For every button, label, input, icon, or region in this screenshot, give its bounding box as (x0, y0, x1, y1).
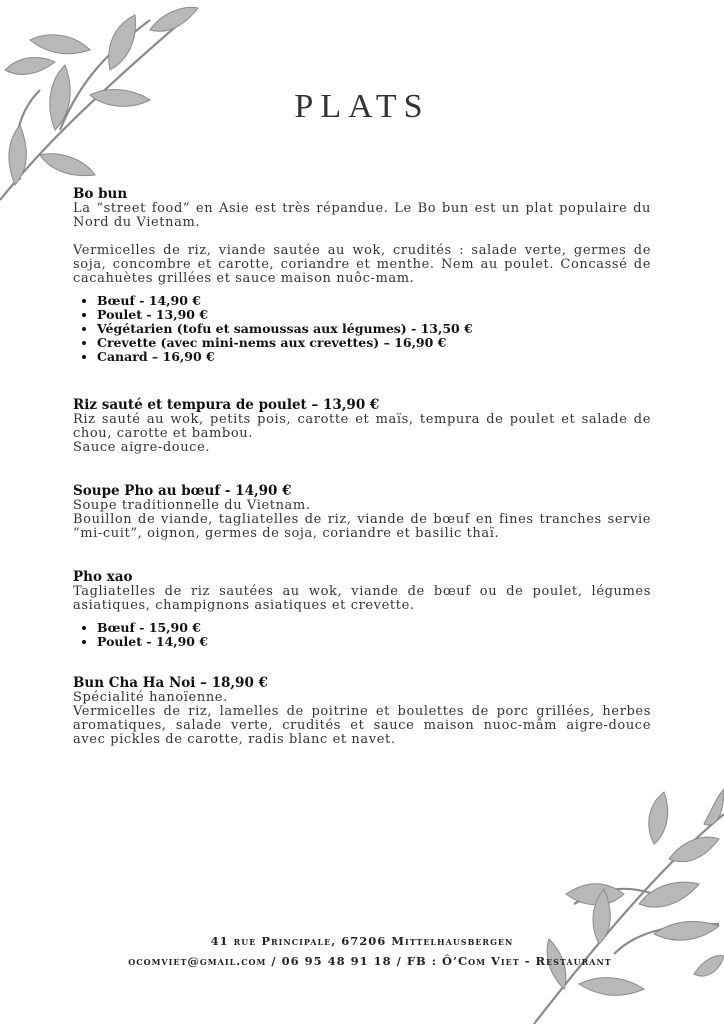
menu-list (73, 187, 651, 768)
dish-description: Vermicelles de riz, lamelles de poitrine et boulettes de porc grillées, herbes aromatiques, salade verte, crudités et sauce maison nuoc-mâm aigre-douce avec pickles de carotte, radis blanc et navet. (73, 704, 651, 747)
price-option: • Poulet - 14,90 € (97, 635, 651, 649)
dish-description: Tagliatelles de riz sautées au wok, viande de bœuf ou de poulet, légumes asiatiques, champignons asiatiques et crevette. (73, 584, 651, 613)
dish-name: Bun Cha Ha Noi – 18,90 € (73, 675, 268, 691)
dish-description: Vermicelles de riz, viande sautée au wok, crudités : salade verte, germes de soja, concombre et carotte, coriandre et menthe. Nem au poulet. Concassé de cacahuètes grillées et sauce maison nuôc-mam. (73, 243, 651, 286)
price-options (73, 621, 651, 649)
price-option: • Bœuf - 15,90 € (97, 621, 651, 635)
price-option: • Crevette (avec mini-nems aux crevettes) – 16,90 € (97, 336, 651, 350)
dish-name: Pho xao (73, 569, 133, 585)
dish-description: Soupe traditionnelle du Vietnam. (73, 498, 311, 513)
footer-contact: ocomviet@gmail.com / 06 95 48 91 18 / FB : Ô’Com Viet - Restaurant (128, 954, 612, 968)
leaf-decoration-bottom-right (504, 784, 724, 1024)
dish-intro: La “street food” en Asie est très répandue. Le Bo bun est un plat populaire du Nord du Vietnam. (73, 201, 651, 230)
dish-name: Soupe Pho au bœuf - 14,90 € (73, 483, 292, 499)
dish-riz-saute (73, 398, 651, 455)
dish-bo-bun (73, 187, 651, 364)
dish-description: Bouillon de viande, tagliatelles de riz, viande de bœuf en fines tranches servie “mi-cuit”, oignon, germes de soja, coriandre et basilic thaï. (73, 512, 651, 541)
dish-name: Bo bun (73, 186, 128, 202)
dish-name: Riz sauté et tempura de poulet – 13,90 € (73, 397, 380, 413)
dish-bun-cha (73, 676, 651, 747)
price-option: • Poulet - 13,90 € (97, 308, 651, 322)
price-option: • Bœuf - 14,90 € (97, 294, 651, 308)
dish-description: Spécialité hanoïenne. (73, 690, 228, 705)
price-option: • Végétarien (tofu et samoussas aux légumes) - 13,50 € (97, 322, 651, 336)
dish-pho-xao (73, 570, 651, 649)
dish-description: Riz sauté au wok, petits pois, carotte et maïs, tempura de poulet et salade de chou, carotte et bambou. (73, 412, 651, 441)
price-options (73, 294, 651, 364)
footer-address: 41 rue Principale, 67206 Mittelhausbergen (210, 934, 514, 948)
dish-soupe-pho (73, 484, 651, 541)
dish-description: Sauce aigre-douce. (73, 440, 211, 455)
price-option: • Canard – 16,90 € (97, 350, 651, 364)
page-title: PLATS (294, 88, 430, 125)
